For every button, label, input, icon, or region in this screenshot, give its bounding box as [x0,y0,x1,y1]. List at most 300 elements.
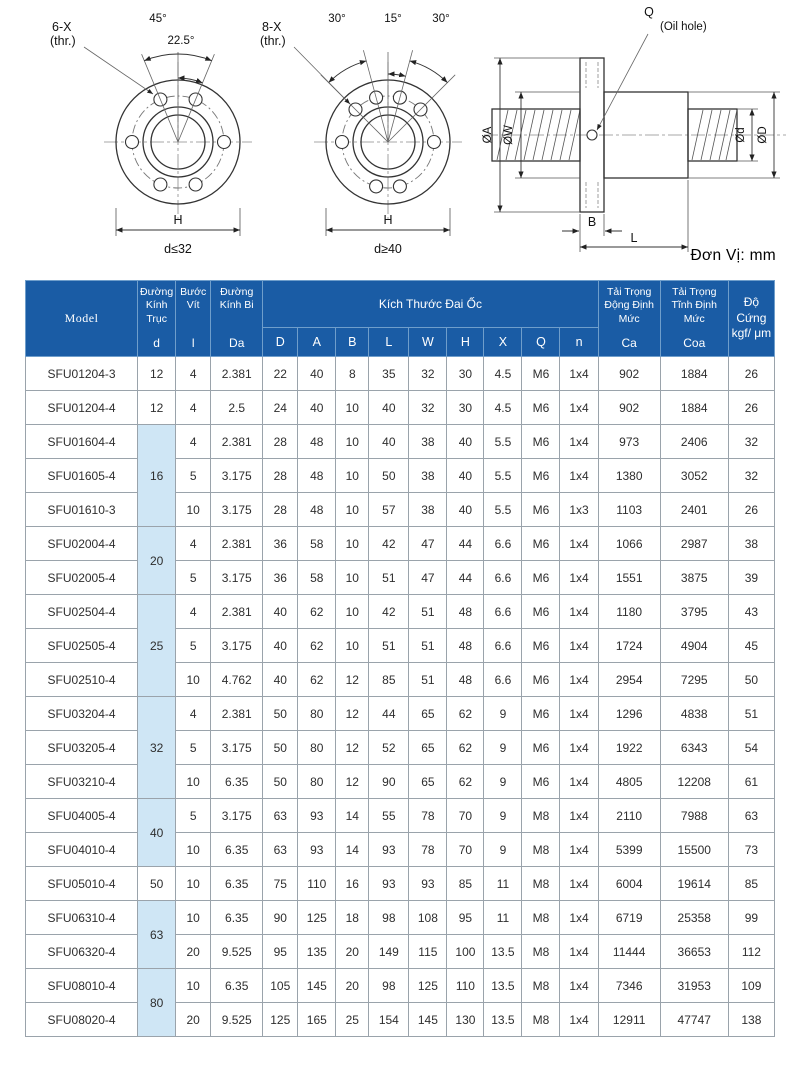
model-cell: SFU01204-3 [26,357,138,391]
spec-cell: 95 [263,935,298,969]
spec-cell: 36 [263,527,298,561]
spec-cell: 5.5 [484,493,522,527]
spec-cell: 10 [336,527,369,561]
angle-15-label: 15° [384,13,402,25]
spec-cell: 902 [598,391,660,425]
spec-cell: 10 [336,391,369,425]
spec-cell: 6.35 [211,833,263,867]
spec-cell: 50 [263,697,298,731]
spec-cell: 1296 [598,697,660,731]
spec-cell: 135 [298,935,336,969]
spec-cell: 3.175 [211,493,263,527]
oil-hole [587,130,597,140]
model-cell: SFU03205-4 [26,731,138,765]
shaft-diameter-cell: 16 [138,425,176,527]
spec-cell: 13.5 [484,1003,522,1037]
static-load-title: Tải Trọng Tĩnh Định Mức [671,285,717,325]
unit-label: Đơn Vị: mm [690,247,776,264]
spec-cell: 12 [336,697,369,731]
table-row [26,425,775,459]
nut-od-label: ØD [757,126,769,144]
spec-cell: 9 [484,697,522,731]
spec-cell: 6.35 [211,901,263,935]
col-header-H: H [447,328,484,357]
spec-cell: 1884 [660,391,728,425]
spec-cell: 13.5 [484,969,522,1003]
spec-cell: 35 [369,357,409,391]
spec-cell: 2401 [660,493,728,527]
spec-cell: 3.175 [211,731,263,765]
spec-cell: 125 [298,901,336,935]
angle-22-5-label: 22.5° [167,35,195,47]
spec-cell: 1180 [598,595,660,629]
spec-cell: 6343 [660,731,728,765]
hole-leader-line [294,47,350,104]
spec-cell: 78 [409,833,447,867]
static-load-symbol: Coa [683,335,706,350]
ball-diameter-symbol: Da [229,335,245,350]
spec-cell: 11 [484,867,522,901]
spec-cell: 1x4 [560,629,598,663]
spec-cell: 1x3 [560,493,598,527]
spec-cell: 5 [176,459,211,493]
spec-cell: 1066 [598,527,660,561]
spec-cell: 10 [176,833,211,867]
spec-cell: 26 [728,357,774,391]
spec-cell: M8 [522,969,560,1003]
spec-cell: 20 [336,935,369,969]
table-row [26,527,775,561]
spec-cell: 5 [176,799,211,833]
spec-cell: 51 [728,697,774,731]
model-cell: SFU02005-4 [26,561,138,595]
spec-cell: 10 [176,493,211,527]
spec-cell: 14 [336,799,369,833]
spec-cell: 3875 [660,561,728,595]
model-cell: SFU01604-4 [26,425,138,459]
model-cell: SFU03204-4 [26,697,138,731]
spec-cell: 973 [598,425,660,459]
spec-cell: 6.6 [484,561,522,595]
model-cell: SFU02004-4 [26,527,138,561]
spec-cell: 70 [447,833,484,867]
col-header-A: A [298,328,336,357]
spec-cell: 1x4 [560,697,598,731]
spec-cell: 42 [369,527,409,561]
spec-cell: 62 [298,629,336,663]
l-dim-label: L [630,231,638,245]
spec-cell: M8 [522,1003,560,1037]
spec-cell: 44 [447,527,484,561]
spec-cell: 28 [263,493,298,527]
spec-cell: 125 [409,969,447,1003]
hole-count-label: 8-X [262,20,282,34]
spec-cell: 80 [298,731,336,765]
spec-cell: 9 [484,765,522,799]
spec-cell: 32 [728,425,774,459]
model-cell: SFU08010-4 [26,969,138,1003]
spec-table-header [26,281,775,357]
col-header-ball-diameter [211,281,263,357]
model-cell: SFU02504-4 [26,595,138,629]
spec-cell: 43 [728,595,774,629]
spec-cell: 10 [336,629,369,663]
flange-front-view-large [260,13,462,256]
spec-cell: M6 [522,629,560,663]
spec-cell: 4 [176,357,211,391]
spec-cell: 6.6 [484,595,522,629]
spec-cell: M8 [522,867,560,901]
col-header-W: W [409,328,447,357]
spec-cell: 10 [336,595,369,629]
spec-cell: 65 [409,731,447,765]
technical-drawings [0,0,800,274]
spec-cell: 4 [176,425,211,459]
spec-cell: M6 [522,765,560,799]
model-cell: SFU04005-4 [26,799,138,833]
spec-cell: 10 [176,969,211,1003]
spec-cell: 12 [336,765,369,799]
spec-cell: 73 [728,833,774,867]
spec-cell: 12911 [598,1003,660,1037]
spec-cell: 154 [369,1003,409,1037]
spec-cell: 10 [176,901,211,935]
spec-cell: 1x4 [560,765,598,799]
model-cell: SFU04010-4 [26,833,138,867]
spec-cell: 62 [447,765,484,799]
spec-cell: 26 [728,493,774,527]
spec-cell: 1103 [598,493,660,527]
spec-cell: 61 [728,765,774,799]
spec-cell: 1x4 [560,561,598,595]
pitch-title: Bước Vít [180,285,207,312]
spec-cell: 5 [176,731,211,765]
spec-cell: 40 [263,629,298,663]
spec-cell: 80 [298,697,336,731]
spec-cell: 2406 [660,425,728,459]
spec-cell: 85 [447,867,484,901]
spec-cell: M8 [522,833,560,867]
spec-cell: 70 [447,799,484,833]
screw-dia-label: Ød [735,127,747,143]
spec-cell: 6004 [598,867,660,901]
spec-cell: 95 [447,901,484,935]
col-header-nut-dimensions: Kích Thước Đai Ốc [263,281,598,328]
spec-cell: 36653 [660,935,728,969]
spec-cell: 47 [409,527,447,561]
col-header-B: B [336,328,369,357]
spec-cell: 11 [484,901,522,935]
spec-cell: 3795 [660,595,728,629]
spec-cell: 6.6 [484,527,522,561]
table-row [26,595,775,629]
angle-30-left-label: 30° [328,13,346,25]
angle-dimensions [321,50,455,142]
spec-cell: M6 [522,527,560,561]
shaft-range-label: d≤32 [164,242,192,256]
spec-cell: 93 [409,867,447,901]
spec-cell: 39 [728,561,774,595]
spec-cell: 2.381 [211,425,263,459]
spec-cell: 62 [447,697,484,731]
spec-cell: 4 [176,391,211,425]
spec-cell: 6.35 [211,765,263,799]
col-header-shaft-diameter [138,281,176,357]
spec-cell: 1x4 [560,935,598,969]
table-row [26,867,775,901]
spec-cell: 22 [263,357,298,391]
spec-cell: 145 [409,1003,447,1037]
spec-cell: 55 [369,799,409,833]
spec-cell: 51 [409,595,447,629]
h-dim-label: H [173,213,183,227]
spec-cell: 48 [447,595,484,629]
spec-cell: 93 [298,799,336,833]
table-row [26,799,775,833]
spec-cell: 1x4 [560,663,598,697]
spec-cell: 40 [263,595,298,629]
spec-cell: 4.5 [484,391,522,425]
hole-thread-label: (thr.) [50,34,76,48]
spec-cell: 1922 [598,731,660,765]
spec-cell: 58 [298,561,336,595]
spec-cell: 93 [369,867,409,901]
spec-cell: 7295 [660,663,728,697]
spec-cell: 165 [298,1003,336,1037]
spec-cell: 10 [176,867,211,901]
oil-hole-leader [597,34,648,130]
model-cell: SFU08020-4 [26,1003,138,1037]
col-header-D: D [263,328,298,357]
spec-cell: 19614 [660,867,728,901]
spec-cell: 7988 [660,799,728,833]
spec-cell: 4805 [598,765,660,799]
spec-cell: 78 [409,799,447,833]
spec-cell: 13.5 [484,935,522,969]
table-row [26,391,775,425]
angle-dimensions [142,52,215,142]
spec-cell: 2987 [660,527,728,561]
spec-cell: 110 [447,969,484,1003]
spec-cell: 10 [176,765,211,799]
col-header-dynamic-load [598,281,660,357]
spec-cell: 30 [447,357,484,391]
spec-cell: 14 [336,833,369,867]
spec-cell: 63 [263,833,298,867]
spec-cell: 48 [298,459,336,493]
spec-cell: 54 [728,731,774,765]
h-dim-label: H [383,213,393,227]
spec-cell: 1551 [598,561,660,595]
spec-cell: 58 [298,527,336,561]
spec-cell: 28 [263,425,298,459]
spec-cell: 6719 [598,901,660,935]
spec-cell: 1380 [598,459,660,493]
spec-cell: 42 [369,595,409,629]
spec-cell: 5 [176,629,211,663]
spec-cell: M6 [522,425,560,459]
spec-cell: 65 [409,697,447,731]
spec-cell: 40 [369,391,409,425]
spec-cell: 38 [728,527,774,561]
spec-cell: 85 [728,867,774,901]
spec-cell: 26 [728,391,774,425]
shaft-diameter-cell: 40 [138,799,176,867]
spec-cell: 1x4 [560,799,598,833]
spec-cell: 5 [176,561,211,595]
spec-cell: M6 [522,391,560,425]
spec-cell: 6.6 [484,629,522,663]
spec-cell: 110 [298,867,336,901]
spec-cell: M8 [522,799,560,833]
spec-cell: 40 [447,425,484,459]
spec-cell: 50 [728,663,774,697]
shaft-diameter-cell: 32 [138,697,176,799]
spec-cell: M6 [522,357,560,391]
spec-cell: 4.5 [484,357,522,391]
spec-cell: 6.35 [211,867,263,901]
spec-cell: 57 [369,493,409,527]
spec-cell: 47 [409,561,447,595]
spec-cell: M8 [522,901,560,935]
spec-cell: 40 [298,357,336,391]
spec-cell: 62 [447,731,484,765]
spec-cell: 48 [298,425,336,459]
spec-cell: 12 [336,663,369,697]
spec-cell: 40 [369,425,409,459]
spec-cell: 48 [447,663,484,697]
spec-cell: 20 [176,935,211,969]
spec-cell: 2110 [598,799,660,833]
model-cell: SFU05010-4 [26,867,138,901]
spec-cell: 9.525 [211,935,263,969]
spec-cell: 6.35 [211,969,263,1003]
col-header-pitch [176,281,211,357]
spec-cell: 1x4 [560,833,598,867]
spec-cell: 2.381 [211,697,263,731]
spec-cell: 2.381 [211,595,263,629]
spec-cell: 4 [176,697,211,731]
spec-cell: 44 [447,561,484,595]
spec-cell: 28 [263,459,298,493]
spec-cell: 1x4 [560,1003,598,1037]
spec-cell: 1x4 [560,595,598,629]
spec-cell: 50 [263,731,298,765]
spec-cell: 40 [447,459,484,493]
spec-cell: M6 [522,493,560,527]
spec-cell: 4 [176,527,211,561]
spec-cell: 24 [263,391,298,425]
col-header-model: Model [26,281,138,357]
spec-cell: 3.175 [211,629,263,663]
spec-cell: 98 [369,901,409,935]
table-row [26,969,775,1003]
spec-cell: 149 [369,935,409,969]
spec-cell: M6 [522,595,560,629]
shaft-diameter-cell: 20 [138,527,176,595]
spec-table [25,280,775,1037]
spec-cell: 51 [409,629,447,663]
spec-cell: 63 [728,799,774,833]
spec-cell: 32 [409,391,447,425]
spec-cell: 50 [369,459,409,493]
spec-cell: 48 [298,493,336,527]
spec-cell: 3052 [660,459,728,493]
shaft-range-label: d≥40 [374,242,402,256]
spec-cell: 38 [409,459,447,493]
spec-cell: M6 [522,561,560,595]
spec-cell: 25 [336,1003,369,1037]
spec-cell: 75 [263,867,298,901]
spec-cell: 4838 [660,697,728,731]
spec-cell: 45 [728,629,774,663]
spec-cell: 125 [263,1003,298,1037]
spec-cell: 6.6 [484,663,522,697]
spec-cell: 10 [176,663,211,697]
spec-cell: 2.381 [211,357,263,391]
spec-table-body [26,357,775,1037]
spec-cell: 9 [484,731,522,765]
flange-od-label: ØA [482,126,494,144]
spec-cell: 4904 [660,629,728,663]
spec-cell: 12 [336,731,369,765]
oil-hole-q-label: Q [644,5,654,19]
shaft-diameter-cell: 12 [138,391,176,425]
model-cell: SFU01204-4 [26,391,138,425]
spec-cell: 99 [728,901,774,935]
spec-cell: 50 [263,765,298,799]
col-header-Q: Q [522,328,560,357]
hole-count-label: 6-X [52,20,72,34]
spec-cell: 31953 [660,969,728,1003]
hole-leader-line [84,47,153,94]
angle-30-right-label: 30° [432,13,450,25]
spec-cell: 38 [409,425,447,459]
spec-cell: M6 [522,459,560,493]
spigot-dia-label: ØW [503,125,515,145]
spec-cell: 51 [409,663,447,697]
spec-cell: 40 [298,391,336,425]
spec-cell: 2.5 [211,391,263,425]
spec-cell: 40 [447,493,484,527]
model-cell: SFU01610-3 [26,493,138,527]
spec-cell: 2954 [598,663,660,697]
spec-cell: 25358 [660,901,728,935]
spec-cell: 63 [263,799,298,833]
spec-cell: 85 [369,663,409,697]
spec-cell: 7346 [598,969,660,1003]
spec-cell: 112 [728,935,774,969]
angle-45-label: 45° [149,13,167,25]
spec-cell: 30 [447,391,484,425]
pitch-symbol: l [191,335,195,350]
spec-cell: 3.175 [211,561,263,595]
spec-cell: M6 [522,697,560,731]
col-header-static-load [660,281,728,357]
spec-cell: 62 [298,595,336,629]
hole-thread-label: (thr.) [260,34,286,48]
spec-cell: 1x4 [560,527,598,561]
spec-cell: 902 [598,357,660,391]
spec-cell: 65 [409,765,447,799]
spec-cell: 138 [728,1003,774,1037]
spec-cell: 47747 [660,1003,728,1037]
shaft-diameter-cell: 63 [138,901,176,969]
model-cell: SFU01605-4 [26,459,138,493]
model-cell: SFU02505-4 [26,629,138,663]
spec-cell: 40 [263,663,298,697]
spec-cell: 11444 [598,935,660,969]
